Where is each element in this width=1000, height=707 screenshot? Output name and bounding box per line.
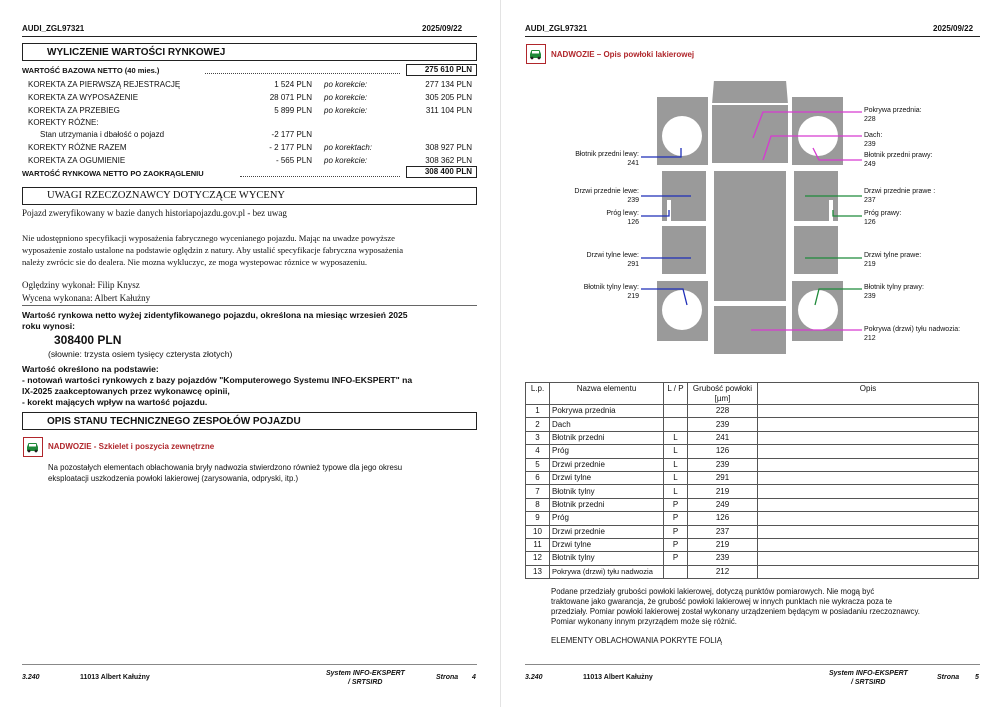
correction-label: KOREKTA ZA WYPOSAŻENIE xyxy=(28,93,139,102)
footer-page-label: Strona xyxy=(436,674,459,681)
footer-system: System INFO-EKSPERT xyxy=(829,670,908,677)
diagram-label-right: Błotnik przedni prawy: 249 xyxy=(864,152,933,168)
remarks-paragraph-line: Nie udostępniono specyfikacji wyposażenia fabrycznego wycenianego pojazdu. Mając na uwadze powyższe xyxy=(22,233,395,243)
table-cell: 219 xyxy=(688,538,758,551)
table-cell: 239 xyxy=(688,418,758,431)
footer-page-number: 5 xyxy=(975,674,979,681)
remarks-title: UWAGI RZECZOZNAWCY DOTYCZĄCE WYCENY xyxy=(47,190,286,201)
table-cell: Próg xyxy=(550,445,664,458)
report-page-5 xyxy=(500,0,1000,707)
diagram-label-left: Drzwi przednie lewe: 239 xyxy=(574,188,639,204)
table-cell xyxy=(758,431,979,444)
diagram-label-left: Błotnik tylny lewy: 219 xyxy=(583,284,639,300)
table-cell: P xyxy=(664,498,688,511)
table-row xyxy=(526,552,979,565)
table-row xyxy=(526,471,979,484)
other-sub-amount: -2 177 PLN xyxy=(271,130,312,139)
footer-page-number: 4 xyxy=(472,674,476,681)
foil-note: ELEMENTY OBLACHOWANIA POKRYTE FOLIĄ xyxy=(551,636,722,645)
table-cell: Próg xyxy=(550,512,664,525)
footer-system-sub: / SRTSIRD xyxy=(348,679,383,686)
roof-panel xyxy=(713,170,787,302)
table-cell: 249 xyxy=(688,498,758,511)
tires-amount: - 565 PLN xyxy=(275,156,312,165)
note-line: Pomiar wykonany innym przyrządem może się różnić. xyxy=(551,617,737,626)
col-header: Opis xyxy=(758,383,979,405)
table-cell: 237 xyxy=(688,525,758,538)
footer-page-label: Strona xyxy=(937,674,960,681)
table-cell: 2 xyxy=(526,418,550,431)
table-cell: L xyxy=(664,445,688,458)
table-cell: P xyxy=(664,538,688,551)
table-cell: 3 xyxy=(526,431,550,444)
table-cell xyxy=(758,458,979,471)
correction-amount: 5 899 PLN xyxy=(274,106,312,115)
conclusion-line: Wartość rynkowa netto wyżej zidentyfikowanego pojazdu, określona na miesiąc wrzesień 2025 xyxy=(22,310,408,320)
doc-id: AUDI_ZGL97321 xyxy=(525,24,588,33)
final-value-label: WARTOŚĆ RYNKOWA NETTO PO ZAOKRĄGLENIU xyxy=(22,169,204,178)
doc-date: 2025/09/22 xyxy=(933,24,974,33)
footer-code: 3.240 xyxy=(22,674,40,681)
diagram-label-right: Pokrywa (drzwi) tyłu nadwozia: 212 xyxy=(864,326,961,342)
tires-label: KOREKTA ZA OGUMIENIE xyxy=(28,156,126,165)
table-cell xyxy=(758,512,979,525)
table-cell: 6 xyxy=(526,471,550,484)
basis-line: - korekt mających wpływ na wartość pojazdu. xyxy=(22,397,208,407)
tech-title-box xyxy=(22,412,477,430)
table-cell xyxy=(758,498,979,511)
other-sub-label: Stan utrzymania i dbałość o pojazd xyxy=(40,130,165,139)
table-cell: 239 xyxy=(688,458,758,471)
other-total-after: po korektach: xyxy=(324,143,373,152)
footer-rule xyxy=(525,664,980,665)
table-cell: L xyxy=(664,471,688,484)
base-value-label: WARTOŚĆ BAZOWA NETTO (40 mies.) xyxy=(22,66,160,75)
basis-title: Wartość określono na podstawie: xyxy=(22,364,159,374)
table-cell: 228 xyxy=(688,405,758,418)
table-cell xyxy=(758,485,979,498)
table-cell: Błotnik tylny xyxy=(550,552,664,565)
inspector: Oględziny wykonał: Filip Knysz xyxy=(22,280,140,290)
tires-after: po korekcie: xyxy=(324,156,368,165)
table-cell: 219 xyxy=(688,485,758,498)
table-cell: P xyxy=(664,525,688,538)
diagram-label-right: Próg prawy: 126 xyxy=(864,210,902,226)
correction-after: po korekcie: xyxy=(324,80,368,89)
remarks-paragraph-line: należy zwrócic sie do dealera. Nie mozna wykluczyc, ze moga wystepowac róznice w wyposazeniu. xyxy=(22,257,368,267)
correction-amount: 28 071 PLN xyxy=(269,93,312,102)
car-icon xyxy=(23,437,43,457)
diagram-label-right: Drzwi tylne prawe: 219 xyxy=(864,252,922,268)
footer-code: 3.240 xyxy=(525,674,543,681)
correction-amount: 1 524 PLN xyxy=(274,80,312,89)
table-cell xyxy=(758,538,979,551)
table-cell xyxy=(758,405,979,418)
other-total-result: 308 927 PLN xyxy=(425,143,472,152)
table-cell: Błotnik przedni xyxy=(550,431,664,444)
table-cell xyxy=(758,565,979,578)
correction-label: KOREKTA ZA PIERWSZĄ REJESTRACJĘ xyxy=(28,80,181,89)
table-cell: Drzwi tylne xyxy=(550,471,664,484)
table-cell: Pokrywa (drzwi) tyłu nadwozia xyxy=(550,565,664,578)
tech-text-line: Na pozostałych elementach obłachowania bryły nadwozia stwierdzono również typowe dla jego okresu xyxy=(48,463,403,472)
table-row xyxy=(526,538,979,551)
correction-after: po korekcie: xyxy=(324,106,368,115)
amount-in-words: (słownie: trzysta osiem tysięcy czterysta złotych) xyxy=(48,349,233,359)
table-row xyxy=(526,405,979,418)
table-cell: L xyxy=(664,431,688,444)
table-row xyxy=(526,485,979,498)
table-row xyxy=(526,431,979,444)
doc-id: AUDI_ZGL97321 xyxy=(22,24,85,33)
diagram-label-right: Pokrywa przednia: 228 xyxy=(864,107,922,123)
other-total-amount: - 2 177 PLN xyxy=(269,143,312,152)
doc-date: 2025/09/22 xyxy=(422,24,463,33)
note-line: przedziały. Pomiar powłoki lakierowej został wykonany urządzeniem będącym w posiadaniu rzeczoznawcy. xyxy=(551,607,920,616)
table-cell xyxy=(758,552,979,565)
col-header: Nazwa elementu xyxy=(550,383,664,405)
diagram-label-right: Błotnik tylny prawy: 239 xyxy=(864,284,924,300)
table-cell: 1 xyxy=(526,405,550,418)
paint-section-title: NADWOZIE – Opis powłoki lakierowej xyxy=(551,50,695,59)
table-cell: 241 xyxy=(688,431,758,444)
valuation-title: WYLICZENIE WARTOŚCI RYNKOWEJ xyxy=(47,47,226,58)
table-cell: Pokrywa przednia xyxy=(550,405,664,418)
table-cell: Błotnik przedni xyxy=(550,498,664,511)
other-corrections-label: KOREKTY RÓŻNE: xyxy=(28,118,99,127)
table-cell: 13 xyxy=(526,565,550,578)
footer-author: 11013 Albert Kałużny xyxy=(583,674,653,681)
remarks-title-box xyxy=(22,187,477,205)
final-value: 308 400 PLN xyxy=(406,166,477,178)
table-cell: 10 xyxy=(526,525,550,538)
table-cell: 7 xyxy=(526,485,550,498)
table-cell xyxy=(664,418,688,431)
table-cell: P xyxy=(664,552,688,565)
table-cell xyxy=(758,471,979,484)
table-cell xyxy=(758,445,979,458)
table-row xyxy=(526,512,979,525)
table-cell xyxy=(758,525,979,538)
col-header: Grubość powłoki [µm] xyxy=(688,383,758,405)
table-cell: L xyxy=(664,485,688,498)
table-cell: Dach xyxy=(550,418,664,431)
table-row xyxy=(526,458,979,471)
tires-result: 308 362 PLN xyxy=(425,156,472,165)
table-cell: Drzwi przednie xyxy=(550,525,664,538)
table-cell: 291 xyxy=(688,471,758,484)
divider xyxy=(22,305,477,306)
table-cell: Błotnik tylny xyxy=(550,485,664,498)
left-rear-door xyxy=(661,225,707,275)
table-header-row xyxy=(526,383,979,405)
table-cell: 126 xyxy=(688,512,758,525)
correction-result: 277 134 PLN xyxy=(425,80,472,89)
diagram-label-right: Dach: 239 xyxy=(864,132,883,148)
table-cell: 12 xyxy=(526,552,550,565)
table-cell: Drzwi tylne xyxy=(550,538,664,551)
table-cell: 4 xyxy=(526,445,550,458)
table-row xyxy=(526,525,979,538)
footer-author: 11013 Albert Kałużny xyxy=(80,674,150,681)
table-cell: 126 xyxy=(688,445,758,458)
remarks-paragraph-line: wyposażenie zostało ustalone na podstawie oględzin z natury. Aby ustalić specyfikacje fabryczna wyposażenia xyxy=(22,245,404,255)
diagram-label-left: Próg lewy: 126 xyxy=(606,210,639,226)
diagram-label-left: Drzwi tylne lewe: 291 xyxy=(586,252,639,268)
table-cell: 212 xyxy=(688,565,758,578)
table-cell: L xyxy=(664,458,688,471)
table-cell: 8 xyxy=(526,498,550,511)
header-rule xyxy=(22,36,477,37)
table-cell xyxy=(758,418,979,431)
valuer: Wycena wykonana: Albert Kałużny xyxy=(22,293,151,303)
footer-rule xyxy=(22,664,477,665)
car-body-diagram xyxy=(501,0,1000,370)
table-row xyxy=(526,498,979,511)
base-value: 275 610 PLN xyxy=(406,64,477,76)
table-cell: 11 xyxy=(526,538,550,551)
table-row xyxy=(526,565,979,578)
table-cell: 5 xyxy=(526,458,550,471)
diagram-label-left: Błotnik przedni lewy: 241 xyxy=(575,151,639,167)
table-cell: Drzwi przednie xyxy=(550,458,664,471)
dot-leader xyxy=(205,73,400,74)
basis-line: IX-2025 zaakceptowanych przez wykonawcę opinii, xyxy=(22,386,230,396)
conclusion-line: roku wynosi: xyxy=(22,321,76,331)
col-header: L.p. xyxy=(526,383,550,405)
dot-leader xyxy=(240,176,400,177)
correction-result: 311 104 PLN xyxy=(425,106,472,115)
right-rear-door xyxy=(793,225,839,275)
col-header: L / P xyxy=(664,383,688,405)
basis-line: - notowań wartości rynkowych z bazy pojazdów "Komputerowego Systemu INFO-EKSPERT" na xyxy=(22,375,413,385)
table-cell: P xyxy=(664,512,688,525)
correction-result: 305 205 PLN xyxy=(425,93,472,102)
note-line: Podane przedziały grubości powłoki lakierowej, dotyczą punktów pomiarowych. Nie mogą być xyxy=(551,587,875,596)
tech-section-title: NADWOZIE - Szkielet i poszycia zewnętrzne xyxy=(48,442,215,451)
correction-after: po korekcie: xyxy=(324,93,368,102)
tech-title: OPIS STANU TECHNICZNEGO ZESPOŁÓW POJAZDU xyxy=(47,416,301,427)
windshield-area xyxy=(711,104,789,164)
table-cell xyxy=(664,565,688,578)
front-hood-panel xyxy=(711,80,789,104)
remarks-verification: Pojazd zweryfikowany w bazie danych historiapojazdu.gov.pl - bez uwag xyxy=(22,208,287,218)
diagram-label-right: Drzwi przednie prawe : 237 xyxy=(864,188,936,204)
table-cell: 9 xyxy=(526,512,550,525)
footer-system: System INFO-EKSPERT xyxy=(326,670,405,677)
other-total-label: KOREKTY RÓŻNE RAZEM xyxy=(28,143,127,152)
table-row xyxy=(526,445,979,458)
valuation-title-box xyxy=(22,43,477,61)
conclusion-amount: 308400 PLN xyxy=(54,333,122,347)
paint-thickness-table xyxy=(525,382,979,579)
note-line: traktowane jako gwarancja, że grubość powłoki lakierowej w innych punktach nie wykracza poza te xyxy=(551,597,893,606)
correction-label: KOREKTA ZA PRZEBIEG xyxy=(28,106,120,115)
footer-system-sub: / SRTSIRD xyxy=(851,679,886,686)
table-row xyxy=(526,418,979,431)
tech-text-line: eksploatacji uszkodzenia powłoki lakierowej (zarysowania, odpryski, itp.) xyxy=(48,474,299,483)
table-cell: 239 xyxy=(688,552,758,565)
table-cell xyxy=(664,405,688,418)
